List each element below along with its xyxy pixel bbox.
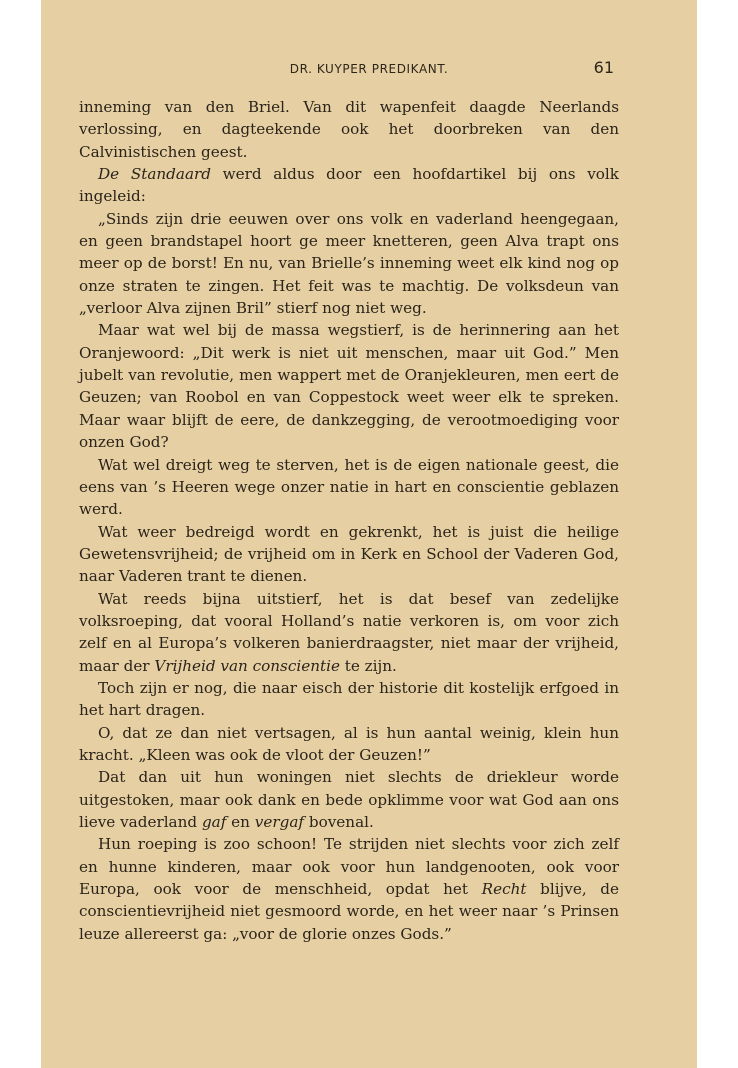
- text-run: Wat wel dreigt weg te sterven, het is de eigen nationale geest, die eens van ’s Heeren wege onzer natie in hart en conscientie geblazen werd.: [79, 455, 619, 519]
- book-page: [41, 0, 697, 1068]
- paragraph: [79, 588, 619, 677]
- text-run: „Sinds zijn drie eeuwen over ons volk en vaderland heengegaan, en geen brandstapel hoort ge meer knetteren, geen Alva trapt ons meer op de borst! En nu, van Brielle’s inneming weet elk kind nog op onze straten te zingen. Het feit was te machtig. De volksdeun van „verloor Alva zijnen Bril” stierf nog niet weg.: [79, 209, 619, 318]
- paragraph: [79, 96, 619, 163]
- paragraph: [79, 677, 619, 722]
- body-text: [79, 96, 619, 945]
- paragraph: [79, 163, 619, 208]
- text-run: blijve, de conscientievrijheid niet gesmoord worde, en het weer naar ’s Prinsen leuze allereerst ga: „voor de glorie onzes Gods.”: [79, 880, 619, 943]
- page-number: 61: [593, 58, 614, 77]
- text-run: Dat dan uit hun woningen niet slechts de driekleur worde uitgestoken, maar ook dank en bede opklimme voor wat God aan ons lieve vaderland: [79, 768, 619, 831]
- paragraph: [79, 319, 619, 453]
- text-run: Wat weer bedreigd wordt en gekrenkt, het is juist die heilige Gewetensvrijheid; de vrijheid om in Kerk en School der Vaderen God, naar Vaderen trant te dienen.: [79, 522, 619, 586]
- text-run: Toch zijn er nog, die naar eisch der historie dit kostelijk erfgoed in het hart dragen.: [79, 678, 619, 720]
- italic-text: Recht: [481, 880, 527, 899]
- text-run: Hun roeping is zoo schoon! Te strijden niet slechts voor zich zelf en hunne kinderen, maar ook voor hun landgenooten, ook voor Europa, ook voor de menschheid, opdat het: [79, 835, 619, 899]
- text-run: O, dat ze dan niet vertsagen, al is hun aantal weinig, klein hun kracht. „Kleen was ook de vloot der Geuzen!”: [79, 723, 619, 764]
- paragraph: [79, 208, 619, 320]
- text-run: inneming van den Briel. Van dit wapenfeit daagde Neerlands verlossing, en dagteekende ook het doorbreken van den Calvinistischen geest.: [79, 98, 619, 161]
- page-header: [41, 58, 697, 82]
- running-title: DR. KUYPER PREDIKANT.: [289, 62, 449, 76]
- paragraph: [79, 454, 619, 521]
- text-run: te zijn.: [339, 656, 397, 675]
- italic-text: vergaf: [254, 813, 305, 831]
- italic-text: De Standaard: [98, 165, 211, 184]
- text-run: bovenal.: [304, 813, 374, 831]
- italic-text: gaf: [201, 813, 227, 831]
- paragraph: [79, 521, 619, 588]
- italic-text: Vrijheid van conscientie: [154, 656, 340, 675]
- text-run: en: [226, 813, 255, 831]
- text-run: Maar wat wel bij de massa wegstierf, is de herinnering aan het Oranjewoord: „Dit werk is niet uit menschen, maar uit God.” Men jubelt van revolutie, men wappert met de Oranjekleuren, men eert de Geuzen; van Roobol en van Coppestock weet weer elk te spreken. Maar waar blijft de eere, de dankzegging, de verootmoediging voor onzen God?: [79, 321, 619, 452]
- text-run: werd aldus door een hoofdartikel bij ons volk ingeleid:: [79, 165, 619, 206]
- paragraph: [79, 833, 619, 945]
- text-run: Wat reeds bijna uitstierf, het is dat besef van zedelijke volksroeping, dat vooral Holland’s natie verkoren is, om voor zich zelf en al Europa’s volkeren banierdraagster, niet maar der vrijheid, maar der: [79, 589, 619, 675]
- paragraph: [79, 722, 619, 767]
- paragraph: [79, 766, 619, 833]
